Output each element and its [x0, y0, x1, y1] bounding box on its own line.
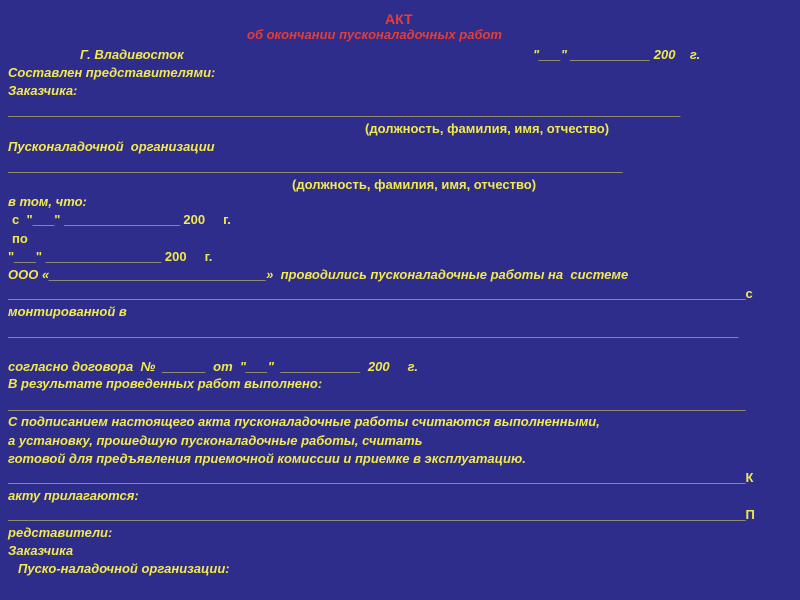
- attachments-label: акту прилагаются:: [8, 488, 139, 503]
- document-title: АКТ: [385, 11, 413, 27]
- position-note-2: (должность, фамилия, имя, отчество): [292, 177, 537, 192]
- mounted-underline: _____________________________________________________________________________________________________: [8, 324, 739, 339]
- city: Г. Владивосток: [80, 47, 184, 62]
- customer-underline: _____________________________________________________________________________________________: [8, 103, 681, 118]
- commissioning-org-label: Пусконаладочной организации: [8, 139, 215, 154]
- in-that-label: в том, что:: [8, 194, 87, 209]
- signing-text-2: а установку, прошедшую пусконаладочные работы, считать: [8, 433, 423, 448]
- works-text: проводились пусконаладочные работы на системе: [280, 267, 629, 282]
- representatives-label: редставители:: [8, 525, 113, 540]
- compiled-by: Составлен представителями:: [8, 65, 216, 80]
- from-date: с "___" ________________ 200 г.: [12, 212, 231, 227]
- representatives-underline: ______________________________________________________________________________________________________П: [8, 507, 755, 522]
- attachments-underline: ______________________________________________________________________________________________________К: [8, 470, 754, 485]
- date-line: "___" ___________ 200 г.: [533, 47, 701, 62]
- ooo-suffix: »: [266, 267, 274, 282]
- commissioning-underline: _____________________________________________________________________________________: [8, 159, 623, 174]
- customer-signature-label: Заказчика: [8, 543, 74, 558]
- result-underline: ______________________________________________________________________________________________________: [8, 397, 746, 412]
- to-date: "___" ________________ 200 г.: [8, 249, 213, 264]
- ooo-line: [8, 267, 628, 283]
- position-note-1: (должность, фамилия, имя, отчество): [365, 121, 610, 136]
- signing-text-1: С подписанием настоящего акта пусконаладочные работы считаются выполненными,: [8, 414, 600, 429]
- ooo-blank: ______________________________: [49, 267, 267, 282]
- document-subtitle: об окончании пусконаладочных работ: [247, 27, 502, 42]
- result-label: В результате проведенных работ выполнено:: [8, 376, 323, 391]
- ooo-prefix: ООО «: [8, 267, 50, 282]
- signing-text-3: готовой для предъявления приемочной комиссии и приемке в эксплуатацию.: [8, 451, 526, 466]
- commissioning-signature-label: Пуско-наладочной организации:: [18, 561, 230, 576]
- system-underline: ______________________________________________________________________________________________________с: [8, 286, 753, 301]
- to-word: по: [12, 231, 28, 246]
- mounted-in-label: монтированной в: [8, 304, 127, 319]
- contract-line: согласно договора № ______ от "___" ___________ 200 г.: [8, 359, 419, 374]
- customer-label: Заказчика:: [8, 83, 78, 98]
